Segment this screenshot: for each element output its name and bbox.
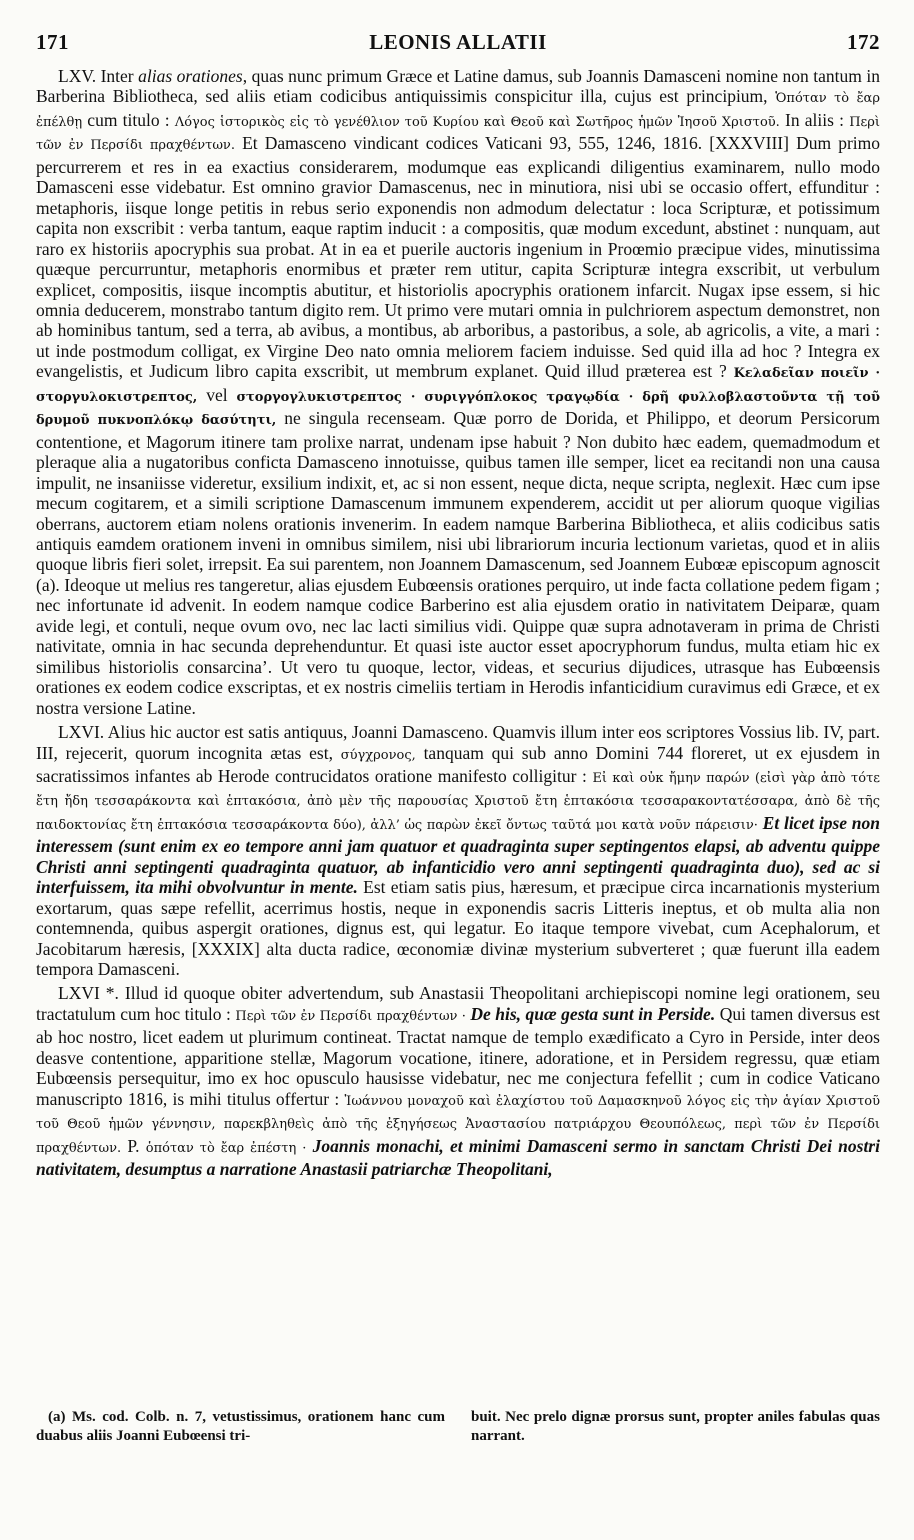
- italic-run: Et licet ipse non interessem (sunt enim ex eo tempore anni jam quatuor et quadraginta super septingentos elapsi, ab adventu quippe Christi anni septingenti quadraginta quatuor, ab infanticidio vero anni septingenti quadraginta duo), sed ac si interfuissem, ita mihi obvolvuntur in mente.: [36, 812, 880, 898]
- text-run: cum titulo :: [82, 109, 175, 130]
- text-run: , quas nunc primum Græce et Latine damus, sub Joannis Damasceni nomine non tantum in Barberina Bibliotheca, sed aliis etiam codicibus antiquissimis conspicitur illa, cujus est principium,: [36, 66, 880, 107]
- text-run: ne singula recenseam. Quæ porro de Dorida, et Philippo, et deorum Persicorum contentione, et Magorum itinere tam prolixe narrat, undenam ipse habuit ? Non dubito hæc eadem, quemadmodum et pleraque alia a nugatoribus conficta Damasceno innotuisse, quibus tamen ille semper, licet ea recitandi non una causa impulit, ne insaniisse videretur, exsilium indixit, et, ac si non essent, neque dicta, neque scripta, neglexit. Hæc cum ipse mecum cogitarem, et a simili scriptione Damascenum immunem expenderem, accidit ut per aliorum quoque vigilias oberrans, auctorem etiam nolens orationis invenerim. In eadem namque Barberina Bibliotheca, et aliis codicibus satis antiquis eamdem orationem inveni in omnibus similem, nisi ubi librariorum incuria lectionum varietas, quod et in aliis quoque libris fieri solet, irrepsit. Ea sui parentem, non Joannem Damascenum, sed Joannem Eubœæ episcopum agnoscit (a). Ideoque ut melius res tangeretur, alias ejusdem Eubœensis orationes perquiro, ut inde facta collatione pedem figam ; nec infortunate id advenit. In eodem namque codice Barberino est alia ejusdem oratio in nativitatem Deiparæ, quam avide legi, et contuli, neque ovum ovo, nec lac lacti similius vidi. Quippe quæ supra adnotaveram in prima de Christi nativitate, omnia in hac secunda deprehenduntur. Et quasi iste auctor esset apocryphorum fundus, multa etiam hic ex similibus historiolis consarcina’. Ut vero tu quoque, lector, videas, et securius dijudices, utrasque has Eubœensis orationes ex eodem codice exscriptas, et ex nostris cimeliis tertiam in Herodis infanticidium curavimus edi Græce, et ex nostra versione Latine.: [36, 408, 880, 718]
- footnote-right-column: buit. Nec prelo dignæ prorsus sunt, propter aniles fabulas quas narrant.: [471, 1409, 880, 1444]
- text-run: vel: [197, 384, 237, 405]
- text-run: Qui tamen diversus est ab hoc nostro, licet eadem ut plurimum contineat. Tractat namque de templo exædificato a Cyro in Perside, inter deos deasve contentione, apparitione stellæ, Magorum vocatione, itinere, adoratione, et in Persidem regressu, quæ etiam Eubœensis persequitur, imo ex hoc opusculo hausisse videbatur, nec me conjectura fefellit ; cum in codice Vaticano manuscripto 1816, is mihi titulus offertur :: [36, 1003, 880, 1109]
- page-number-left: 171: [36, 30, 69, 54]
- greek-run: στοργογλυκιστρεπτος · συριγγόπλοκος τραγῳδία · δρῆ φυλλοβλαστοῦντα τῇ τοῦ δρυμοῦ πυκνοπλόκῳ δασύτητι,: [36, 389, 880, 429]
- text-run: In aliis :: [779, 109, 850, 130]
- greek-run: Περὶ τῶν ἐν Περσίδι πραχθέντων.: [36, 114, 881, 154]
- greek-run: σύγχρονος,: [340, 747, 416, 763]
- running-title: LEONIS ALLATII: [369, 30, 547, 54]
- greek-run: Εἰ καὶ οὐκ ἤμην παρών (εἰσὶ γὰρ ἀπὸ τότε ἔτη ἤδη τεσσαράκοντα καὶ ἑπτακόσια, ἀπὸ μὲν τῆς παρουσίας Χριστοῦ ἔτη ἑπτακόσια τεσσαρακοντατέσσαρα, ἀπὸ δὲ τῆς παιδοκτονίας ἔτη ἑπτακόσια τεσσαράκοντα δύο), ἀλλ’ ὡς παρὼν ἐκεῖ ὄντως ταῦτά μοι κατὰ νοῦν πάρεισιν·: [36, 770, 880, 833]
- paragraph-lxvi: [36, 722, 880, 979]
- greek-run: Περὶ τῶν ἐν Περσίδι πραχθέντων ·: [235, 1008, 466, 1024]
- greek-run: Λόγος ἱστορικὸς εἰς τὸ γενέθλιον τοῦ Κυρίου καὶ Θεοῦ καὶ Σωτῆρος ἡμῶν Ἰησοῦ Χριστοῦ.: [174, 114, 780, 130]
- paragraph-lxvi-star: [36, 983, 880, 1179]
- text-run: LXV. Inter: [58, 66, 139, 86]
- running-header: [36, 30, 880, 66]
- greek-run: Ἰωάννου μοναχοῦ καὶ ἐλαχίστου τοῦ Δαμασκηνοῦ λόγος εἰς τὴν ἁγίαν Χριστοῦ τοῦ Θεοῦ ἡμῶν γέννησιν, παρεκβληθεὶς ἀπὸ τῆς ἐξηγήσεως Ἀναστασίου πατριάρχου Θεουπόλεως, περὶ τῶν ἐν Περσίδι πραχθέντων.: [36, 1093, 880, 1156]
- italic-run: De his, quæ gesta sunt in Perside.: [465, 1003, 716, 1024]
- text-run: tanquam qui sub anno Domini 744 floreret, ut ex ejusdem in sacratissimos infantes ab Herode contrucidatos oratione manifesto colligitur :: [36, 742, 880, 786]
- page-number-right: 172: [847, 30, 880, 54]
- text-run: LXVI. Alius hic auctor est satis antiquus, Joanni Damasceno. Quamvis illum inter eos scriptores Vossius lib. IV, part. III, rejecerit, quorum incognita ætas est,: [36, 722, 880, 763]
- text-run: Et Damasceno vindicant codices Vaticani 93, 555, 1246, 1816. [XXXVIII] Dum primo percurrerem et res in ea exactius considerarem, modumque eas explicandi diligentius examinarem, nullo modo Damasceni esse videbatur. Est omnino gravior Damascenus, nec in minutiora, nisi ubi se occasio offert, effunditur : metaphoris, iisque longe petitis in rebus serio exponendis non admodum delectatur : loca Scripturæ, et potissimum capita non exscribit : verba tantum, eaque raptim inducit : a compositis, quæ modum excedunt, abstinet : nunquam, aut raro ex historiis apocryphis sua probat. At in ea et puerile auctoris ingenium in Proœmio præcipue vides, minutissima quæque percurruntur, metaphoris enormibus et præter rem utitur, capita Scripturæ integra exscribit, ut verbulum explicet, compositis, iisque incomptis abutitur, et historiolis apocryphis orationem infarcit. Nugax ipse essem, si hic omnia deducerem, monstrabo tantum digito rem. Ut primo vere mutari omnia in pulchriorem aspectum demonstret, non ab hominibus tantum, sed a terra, ab avibus, a montibus, ab arboribus, a pastoribus, a sole, ab agricolis, a vite, a mari : ut inde postmodum colligat, ex Virgine Deo nato omnia meliorem faciem induisse. Sed quid illa ad hoc ? Integra ex evangelistis, et Judicum libro capita exscribit, ut membrum explanet. Quid illud præterea est ?: [36, 133, 880, 382]
- footnote-left-column: (a) Ms. cod. Colb. n. 7, vetustissimus, orationem hanc cum duabus aliis Joanni Eubœensi tri-: [36, 1409, 445, 1444]
- main-text: [36, 66, 880, 1180]
- greek-run: Ὁπόταν τὸ ἔαρ ἐπέλθῃ: [36, 91, 880, 130]
- paragraph-lxv: [36, 66, 880, 718]
- greek-run: Κελαδεῖαν ποιεῖν · στοργυλοκιστρεπτος,: [36, 366, 880, 405]
- text-run: LXVI *. Illud id quoque obiter advertendum, sub Anastasii Theopolitani archiepiscopi nomine legi orationem, seu tractatulum cum hoc titulo :: [36, 983, 880, 1024]
- italic-run: Joannis monachi, et minimi Damasceni sermo in sanctam Christi Dei nostri nativitatem, desumptus a narratione Anastasii patriarchæ Theopolitani,: [36, 1135, 880, 1180]
- footnotes: [36, 1408, 880, 1446]
- italic-run: alias orationes: [138, 66, 243, 86]
- text-run: Est etiam satis pius, hæresum, et præcipue circa incarnationis mysterium exortarum, quas sæpe refellit, acerrimus hostis, neque in exponendis sacris Litteris ineptus, et ob multa alia non contemnenda, quibus aspergit orationes, dignus est, qui legatur. Eo itaque tempore vivebat, cum Acephalorum, et Jacobitarum hæresis, [XXXIX] alta ducta radice, œconomiæ divinæ mysterium subverteret ; quæ fuerunt illa eadem tempora Damasceni.: [36, 877, 881, 980]
- text-run: P.: [121, 1135, 146, 1156]
- greek-run: ὁπόταν τὸ ἔαρ ἐπέστη ·: [145, 1140, 307, 1156]
